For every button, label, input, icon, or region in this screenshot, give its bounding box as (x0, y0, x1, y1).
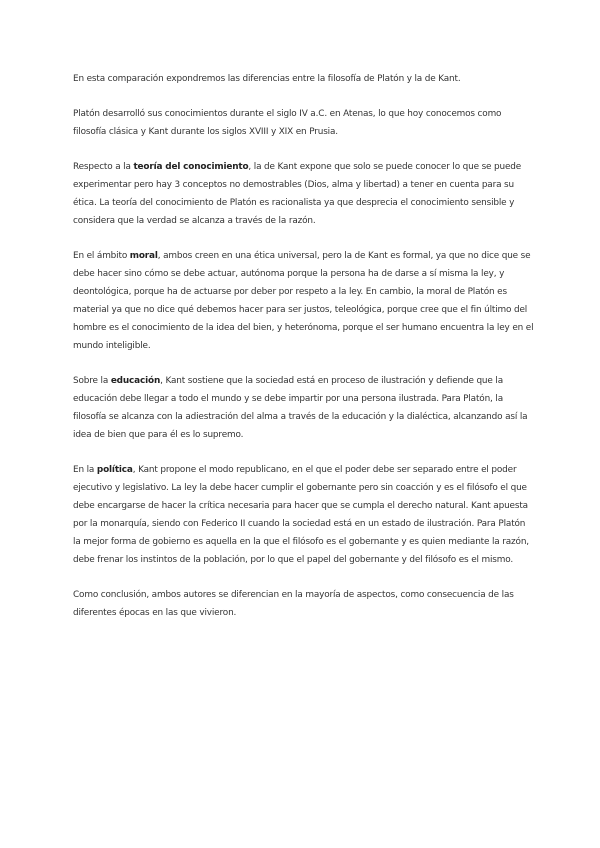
bold-term-politics: política (96, 465, 133, 475)
paragraph-knowledge (73, 158, 535, 230)
document-page (73, 70, 535, 639)
paragraph-body-text: , la de Kant expone que solo se puede conocer lo que se puede experimentar pero hay 3 conceptos no demostrables (Dios, alma y libertad) a tener en cuenta para su ética. La teoría del conocimiento de Platón es racionalista ya que desprecia el conocimiento sensible y considera que la verdad se alcanza a través de la razón. (73, 162, 522, 226)
paragraph-moral (73, 247, 535, 355)
paragraph-lead-text: Sobre la (73, 376, 111, 386)
paragraph-body-text: , Kant propone el modo republicano, en el que el poder debe ser separado entre el poder ejecutivo y legislativo. La ley la debe hacer cumplir el gobernante pero sin coacción y es el filósofo el que debe encargarse de hacer la crítica necesaria para hacer que se cumpla el derecho natural. Kant apuesta por la monarquía, siendo con Federico II cuando la sociedad está en un estado de ilustración. Para Platón la mejor forma de gobierno es aquella en la que el filósofo es el gobernante y es quien mediante la razón, debe frenar los instintos de la población, por lo que el papel del gobernante y del filósofo es el mismo. (73, 465, 529, 565)
paragraph-lead-text: En el ámbito (73, 251, 130, 261)
paragraph-education (73, 372, 535, 444)
bold-term-education: educación (110, 376, 161, 386)
paragraph-lead-text: Respecto a la (73, 162, 134, 172)
paragraph-lead-text: En la (73, 465, 97, 475)
paragraph-politics (73, 461, 535, 569)
paragraph-context: Platón desarrolló sus conocimientos durante el siglo IV a.C. en Atenas, lo que hoy conocemos como filosofía clásica y Kant durante los siglos XVIII y XIX en Prusia. (73, 109, 502, 137)
paragraph-body-text: , Kant sostiene que la sociedad está en proceso de ilustración y defiende que la educación debe llegar a todo el mundo y se debe impartir por una persona ilustrada. Para Platón, la filosofía se alcanza con la adiestración del alma a través de la educación y la dialéctica, alcanzando así la idea de bien que para él es lo supremo. (73, 376, 528, 440)
paragraph-intro: En esta comparación expondremos las diferencias entre la filosofía de Platón y la de Kant. (73, 74, 461, 84)
bold-term-moral: moral (129, 251, 158, 261)
bold-term-knowledge: teoría del conocimiento (133, 162, 249, 172)
paragraph-body-text: , ambos creen en una ética universal, pero la de Kant es formal, ya que no dice que se debe hacer sino cómo se debe actuar, autónoma porque la persona ha de darse a sí misma la ley, y deontológica, porque ha de actuarse por deber por respeto a la ley. En cambio, la moral de Platón es material ya que no dice qué debemos hacer para ser justos, teleológica, porque cree que el fin último del hombre es el conocimiento de la idea del bien, y heterónoma, porque el ser humano encuentra la ley en el mundo inteligible. (73, 251, 534, 351)
paragraph-conclusion: Como conclusión, ambos autores se diferencian en la mayoría de aspectos, como consecuencia de las diferentes épocas en las que vivieron. (73, 590, 514, 618)
